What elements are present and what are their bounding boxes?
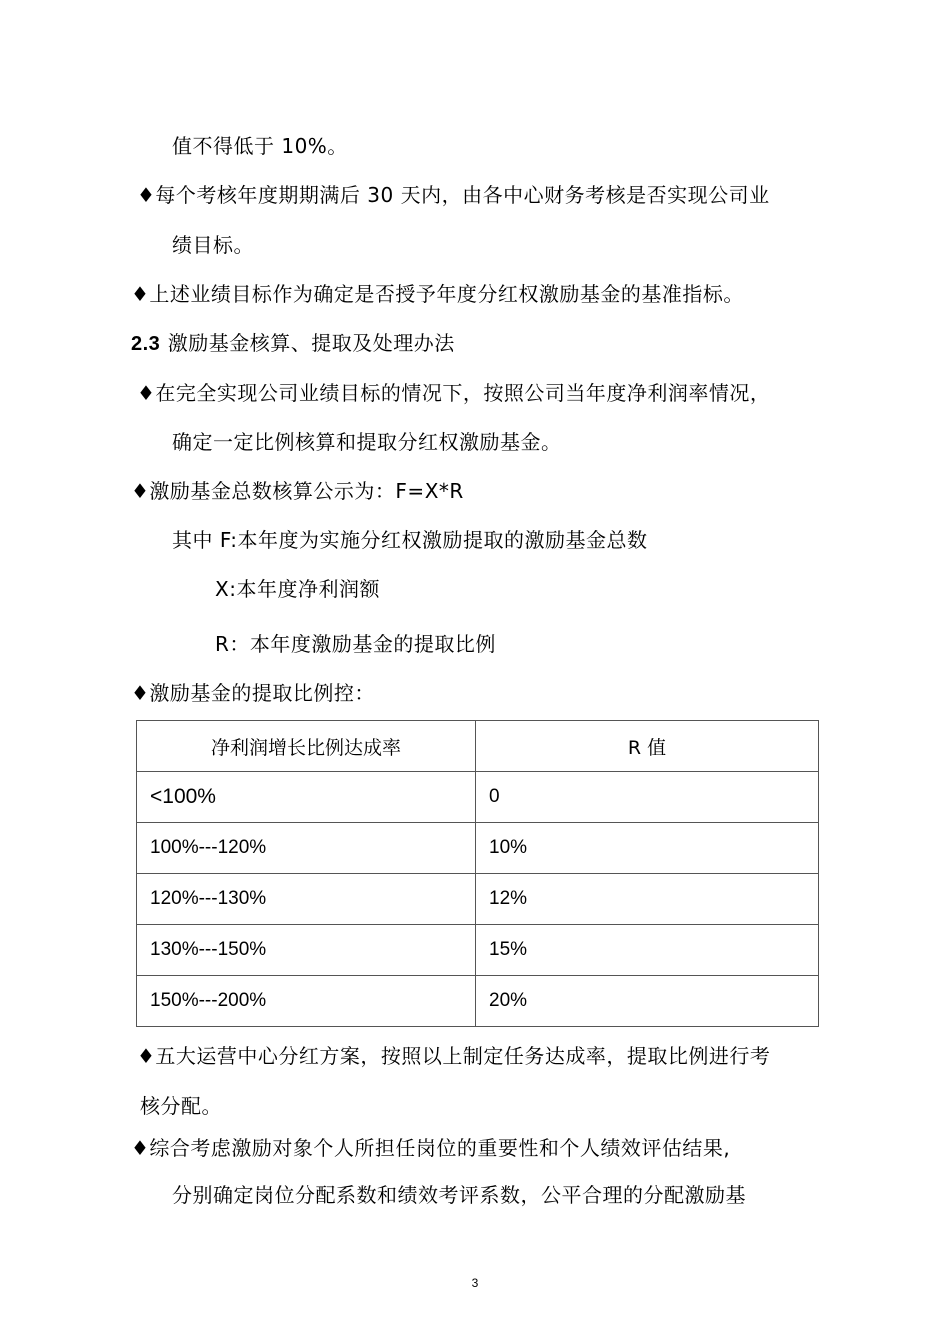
table-header-row <box>137 721 819 772</box>
table-cell-r-value: 12% <box>476 874 819 925</box>
table-header-cell: 净利润增长比例达成率 <box>137 721 476 772</box>
bullet-paragraph-line: ♦在完全实现公司业绩目标的情况下，按照公司当年度净利润率情况， <box>137 381 771 405</box>
extraction-ratio-table <box>136 720 819 1027</box>
section-heading <box>131 330 455 357</box>
bullet-paragraph-line: ♦综合考虑激励对象个人所担任岗位的重要性和个人绩效评估结果, <box>131 1136 731 1160</box>
table-cell-rate: 100%---120% <box>137 823 476 874</box>
paragraph-line: 值不得低于 10%。 <box>172 134 348 158</box>
table-cell-rate: 120%---130% <box>137 874 476 925</box>
table-cell-r-value: 10% <box>476 823 819 874</box>
paragraph-line: 绩目标。 <box>172 233 254 257</box>
paragraph-line: 核分配。 <box>140 1094 222 1118</box>
table-header-cell: R 值 <box>476 721 819 772</box>
formula-definition-f: 其中 F:本年度为实施分红权激励提取的激励基金总数 <box>172 528 648 552</box>
table-cell-r-value: 15% <box>476 925 819 976</box>
bullet-paragraph-line: ♦五大运营中心分红方案，按照以上制定任务达成率，提取比例进行考 <box>137 1044 771 1068</box>
paragraph-line: 分别确定岗位分配系数和绩效考评系数，公平合理的分配激励基 <box>172 1183 746 1207</box>
table-cell-rate: <100% <box>137 772 476 823</box>
page-number: 3 <box>471 1276 479 1290</box>
table-row <box>137 772 819 823</box>
bullet-paragraph-line: ♦激励基金的提取比例控： <box>131 681 375 705</box>
bullet-paragraph-line: ♦每个考核年度期期满后 30 天内，由各中心财务考核是否实现公司业 <box>137 183 770 207</box>
table-cell-r-value: 0 <box>476 772 819 823</box>
table-row <box>137 925 819 976</box>
formula-definition-r: R：本年度激励基金的提取比例 <box>215 632 496 656</box>
table-row <box>137 976 819 1027</box>
table-cell-rate: 150%---200% <box>137 976 476 1027</box>
formula-definition-x: X:本年度净利润额 <box>215 577 380 601</box>
table-row <box>137 823 819 874</box>
table-row <box>137 874 819 925</box>
formula-line: ♦激励基金总数核算公示为：F=X*R <box>131 479 464 503</box>
table-cell-rate: 130%---150% <box>137 925 476 976</box>
table-cell-r-value: 20% <box>476 976 819 1027</box>
section-title: 激励基金核算、提取及处理办法 <box>167 331 455 355</box>
paragraph-line: 确定一定比例核算和提取分红权激励基金。 <box>172 430 562 454</box>
bullet-paragraph-line: ♦上述业绩目标作为确定是否授予年度分红权激励基金的基准指标。 <box>131 282 744 306</box>
section-number: 2.3 <box>131 333 161 355</box>
